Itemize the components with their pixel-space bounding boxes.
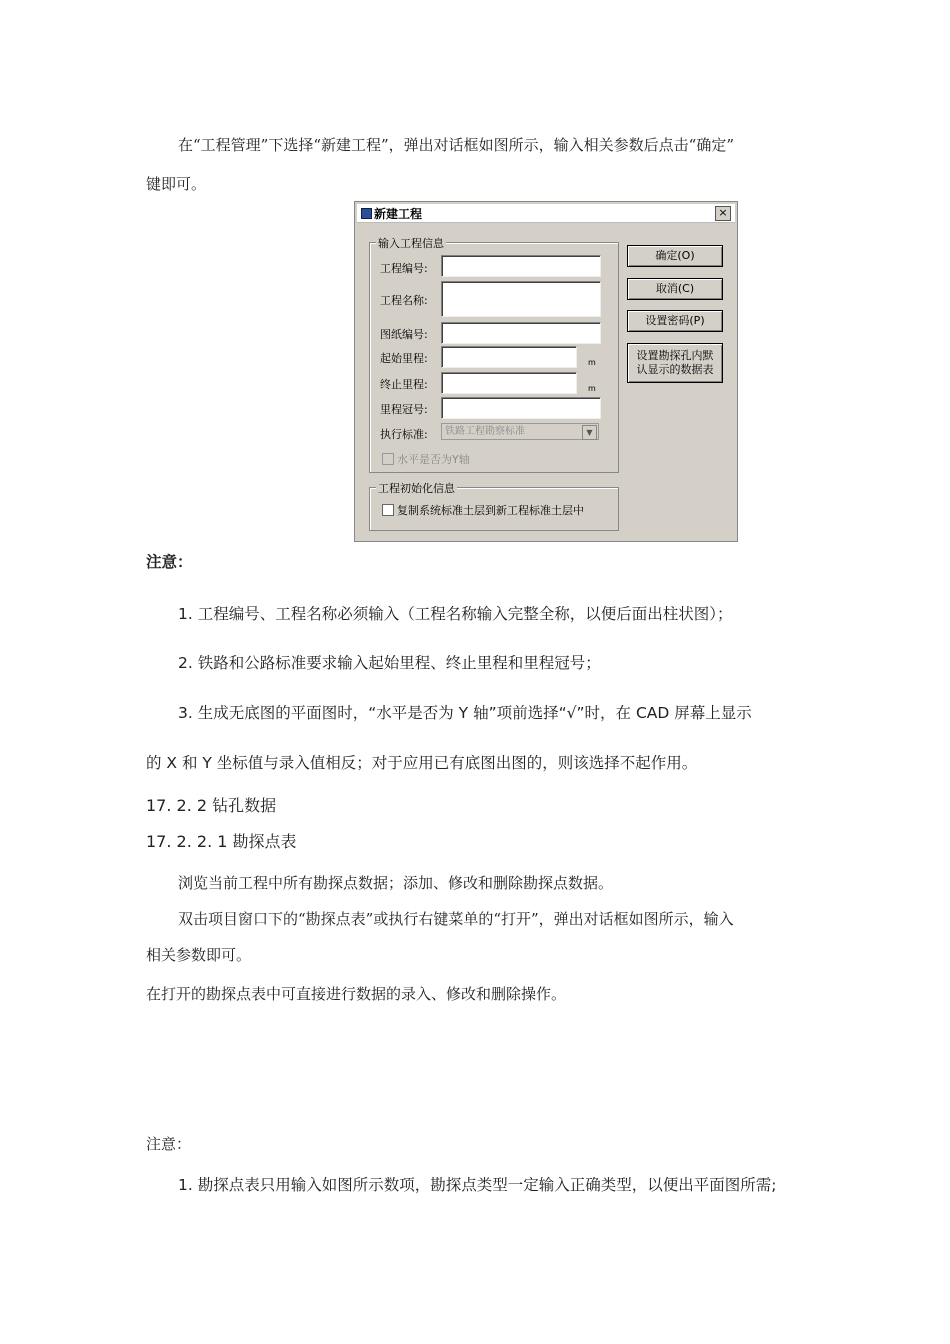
- set-password-button[interactable]: 设置密码(P): [627, 310, 723, 332]
- horizontal-y-axis-checkbox[interactable]: [382, 453, 394, 465]
- notes2-heading: 注意：: [146, 1135, 192, 1153]
- new-project-dialog: [354, 201, 738, 542]
- start-mileage-input[interactable]: [441, 346, 577, 368]
- section-heading-17-2-2-1: 17. 2. 2. 1 勘探点表: [146, 832, 297, 851]
- ok-button[interactable]: 确定(O): [627, 245, 723, 267]
- section-paragraph-3: 在打开的勘探点表中可直接进行数据的录入、修改和删除操作。: [146, 985, 567, 1003]
- note-item-3-line-1: 3. 生成无底图的平面图时，“水平是否为 Y 轴”项前选择“√”时，在 CAD 屏幕上显示: [178, 704, 752, 722]
- mileage-prefix-label: 里程冠号:: [380, 403, 428, 416]
- notes-heading: 注意：: [146, 553, 193, 571]
- app-icon: [361, 208, 372, 219]
- project-name-label: 工程名称:: [380, 294, 428, 307]
- section-paragraph-2-line-2: 相关参数即可。: [146, 946, 252, 964]
- standard-select[interactable]: [441, 423, 599, 440]
- project-init-group-label: 工程初始化信息: [378, 482, 455, 495]
- end-mileage-label: 终止里程:: [380, 378, 428, 391]
- note-item-3-line-2: 的 X 和 Y 坐标值与录入值相反；对于应用已有底图出图的，则该选择不起作用。: [146, 754, 698, 772]
- project-no-label: 工程编号:: [380, 262, 428, 275]
- standard-select-value: 铁路工程勘察标准: [445, 426, 525, 437]
- section-paragraph-2-line-1: 双击项目窗口下的“勘探点表”或执行右键菜单的“打开”，弹出对话框如图所示，输入: [178, 910, 734, 928]
- drawing-no-label: 图纸编号:: [380, 328, 428, 341]
- drawing-no-input[interactable]: [441, 322, 601, 344]
- cancel-button[interactable]: 取消(C): [627, 278, 723, 300]
- chevron-down-icon[interactable]: ▼: [582, 425, 597, 440]
- set-default-table-label-1: 设置勘探孔内默: [636, 349, 714, 362]
- start-mileage-unit: m: [588, 358, 596, 367]
- intro-line-2: 键即可。: [146, 175, 207, 193]
- set-default-table-label-2: 认显示的数据表: [636, 363, 714, 376]
- copy-soil-layers-label: 复制系统标准土层到新工程标准土层中: [397, 504, 584, 517]
- project-name-input[interactable]: [441, 281, 601, 317]
- project-info-group-label: 输入工程信息: [378, 237, 444, 250]
- notes2-item-1: 1. 勘探点表只用输入如图所示数项，勘探点类型一定输入正确类型，以便出平面图所需;: [178, 1176, 777, 1194]
- start-mileage-label: 起始里程:: [380, 352, 428, 365]
- intro-line-1: 在“工程管理”下选择“新建工程”，弹出对话框如图所示，输入相关参数后点击“确定”: [178, 136, 735, 154]
- horizontal-y-axis-label: 水平是否为Y轴: [397, 453, 470, 466]
- section-heading-17-2-2: 17. 2. 2 钻孔数据: [146, 796, 277, 815]
- mileage-prefix-input[interactable]: [441, 397, 601, 419]
- set-default-table-button[interactable]: [627, 343, 723, 383]
- dialog-title: 新建工程: [374, 207, 423, 221]
- note-item-2: 2. 铁路和公路标准要求输入起始里程、终止里程和里程冠号；: [178, 654, 601, 672]
- copy-soil-layers-checkbox[interactable]: [382, 504, 394, 516]
- project-no-input[interactable]: [441, 255, 601, 277]
- dialog-titlebar: [357, 204, 735, 223]
- note-item-1: 1. 工程编号、工程名称必须输入（工程名称输入完整全称，以便后面出柱状图）；: [178, 605, 733, 623]
- end-mileage-unit: m: [588, 384, 596, 393]
- standard-label: 执行标准:: [380, 428, 428, 441]
- section-paragraph-1: 浏览当前工程中所有勘探点数据；添加、修改和删除勘探点数据。: [178, 874, 614, 892]
- end-mileage-input[interactable]: [441, 372, 577, 394]
- close-icon[interactable]: ×: [715, 206, 731, 221]
